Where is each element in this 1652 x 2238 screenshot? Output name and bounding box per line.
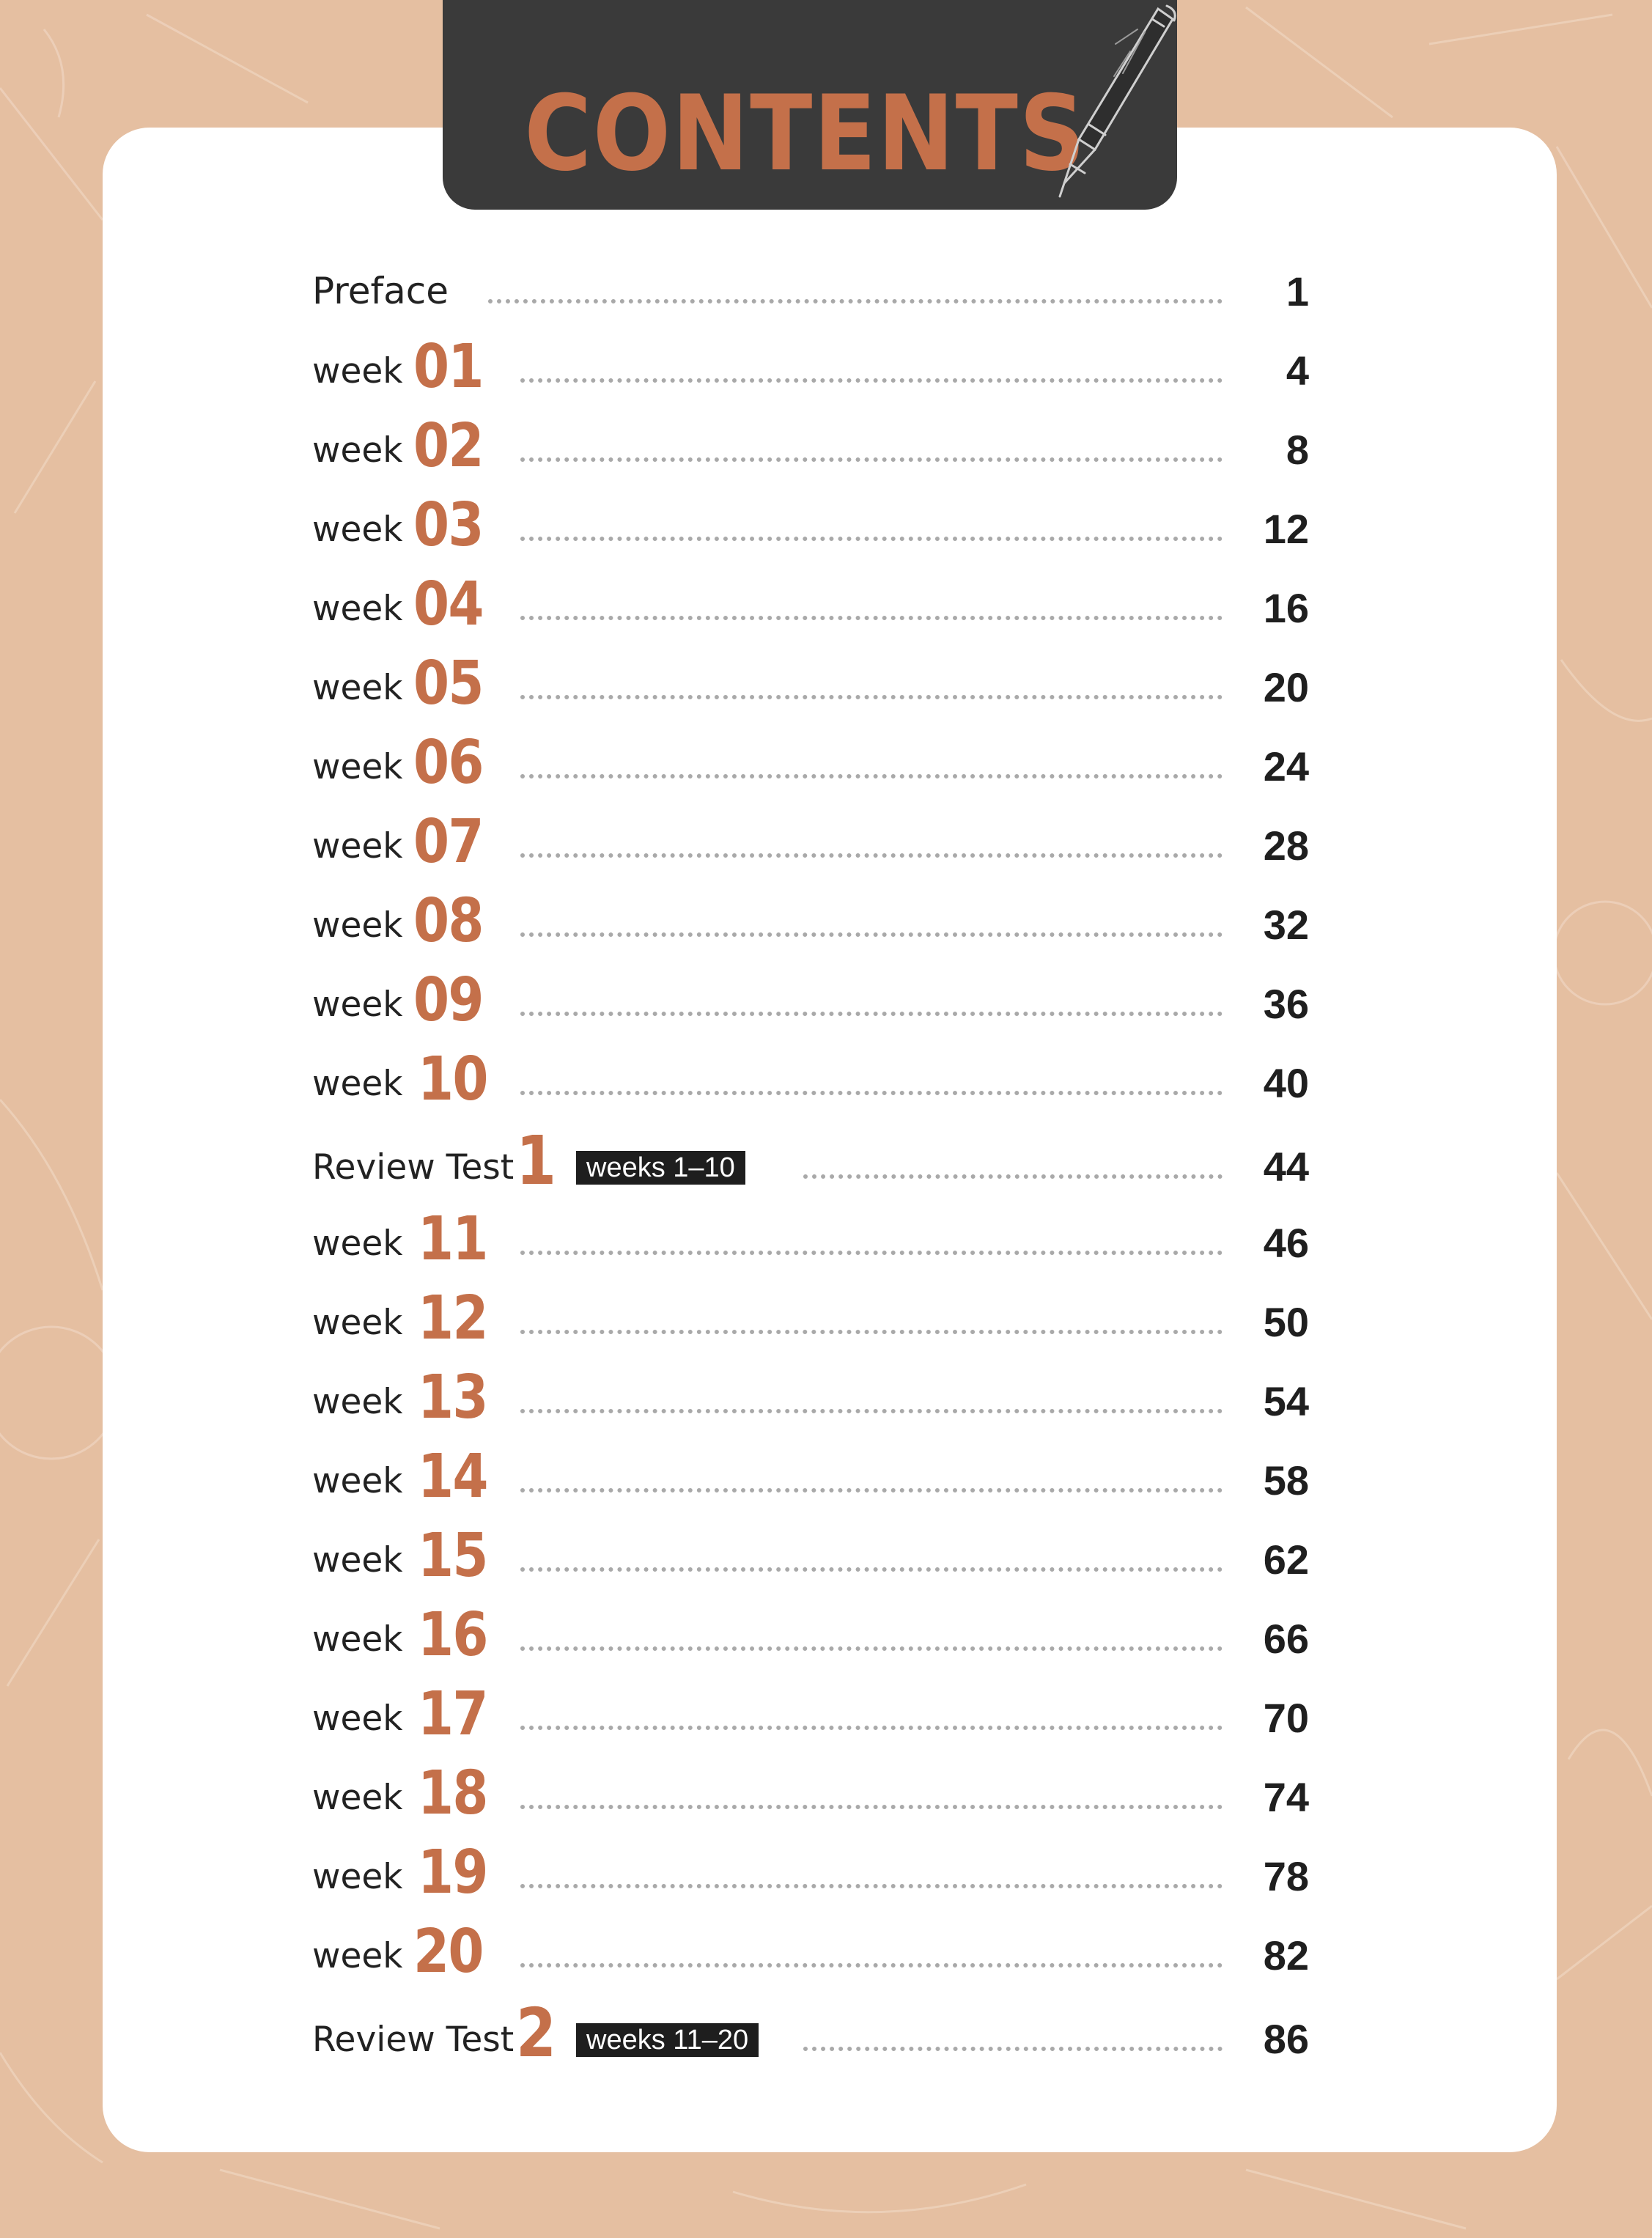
page-number: 46 bbox=[1263, 1220, 1309, 1266]
dot-leader bbox=[520, 853, 1223, 858]
week-entry[interactable] bbox=[312, 1756, 1309, 1830]
week-entry[interactable] bbox=[312, 726, 1309, 799]
entry-label: week bbox=[312, 1778, 403, 1818]
dot-leader bbox=[520, 695, 1223, 699]
week-number: 11 bbox=[418, 1204, 487, 1274]
week-number: 03 bbox=[413, 490, 483, 560]
page-number: 32 bbox=[1263, 902, 1309, 948]
week-number: 18 bbox=[418, 1759, 487, 1828]
dot-leader bbox=[520, 774, 1223, 778]
dot-leader bbox=[520, 1012, 1223, 1016]
entry-label: week bbox=[312, 747, 403, 787]
entry-label: week bbox=[312, 1540, 403, 1580]
entry-label: week bbox=[312, 430, 403, 471]
week-entry[interactable] bbox=[312, 963, 1309, 1037]
week-entry[interactable] bbox=[312, 1281, 1309, 1355]
week-number: 15 bbox=[418, 1521, 487, 1591]
week-entry[interactable] bbox=[312, 1598, 1309, 1671]
week-entry[interactable] bbox=[312, 1202, 1309, 1276]
week-entry[interactable] bbox=[312, 567, 1309, 641]
entry-label: week bbox=[312, 826, 403, 866]
entry-label: week bbox=[312, 1223, 403, 1264]
entry-label: week bbox=[312, 1619, 403, 1660]
page-number: 20 bbox=[1263, 664, 1309, 710]
page-number: 4 bbox=[1286, 347, 1309, 394]
page-number: 16 bbox=[1263, 585, 1309, 631]
week-number: 10 bbox=[418, 1045, 487, 1114]
dot-leader bbox=[520, 1330, 1223, 1334]
dot-leader bbox=[520, 932, 1223, 937]
page-number: 8 bbox=[1286, 427, 1309, 473]
dot-leader bbox=[520, 616, 1223, 620]
week-number: 05 bbox=[413, 649, 483, 718]
page-number: 62 bbox=[1263, 1536, 1309, 1583]
dot-leader bbox=[520, 378, 1223, 383]
week-entry[interactable] bbox=[312, 805, 1309, 878]
page-number: 12 bbox=[1263, 506, 1309, 552]
page-number: 58 bbox=[1263, 1457, 1309, 1503]
review-test-entry[interactable] bbox=[312, 1994, 1309, 2072]
review-number: 1 bbox=[516, 1122, 557, 1200]
page-number: 74 bbox=[1263, 1774, 1309, 1820]
entry-label: week bbox=[312, 351, 403, 391]
dot-leader bbox=[520, 1726, 1223, 1730]
week-entry[interactable] bbox=[312, 884, 1309, 957]
week-number: 17 bbox=[418, 1679, 487, 1749]
page-title: CONTENTS bbox=[524, 73, 1087, 194]
entry-label: week bbox=[312, 1857, 403, 1897]
entry-label: week bbox=[312, 984, 403, 1025]
page-number: 70 bbox=[1263, 1695, 1309, 1741]
week-entry[interactable] bbox=[312, 1440, 1309, 1513]
dot-leader bbox=[520, 1251, 1223, 1255]
entry-label: week bbox=[312, 1064, 403, 1104]
entry-label: week bbox=[312, 1303, 403, 1343]
review-test-entry[interactable] bbox=[312, 1122, 1309, 1200]
week-number: 13 bbox=[418, 1363, 487, 1432]
dot-leader bbox=[803, 2047, 1223, 2051]
page-number: 82 bbox=[1263, 1932, 1309, 1979]
entry-label: Review Test bbox=[312, 2020, 515, 2060]
page-number: 50 bbox=[1263, 1299, 1309, 1345]
dot-leader bbox=[520, 1091, 1223, 1095]
week-entry[interactable] bbox=[312, 1836, 1309, 1909]
entry-label: week bbox=[312, 1461, 403, 1501]
page-number: 44 bbox=[1263, 1144, 1309, 1190]
dot-leader bbox=[520, 1567, 1223, 1572]
dot-leader bbox=[520, 1963, 1223, 1968]
page-number: 36 bbox=[1263, 981, 1309, 1027]
preface-entry[interactable] bbox=[312, 251, 1309, 324]
dot-leader bbox=[803, 1174, 1223, 1179]
dot-leader bbox=[520, 457, 1223, 462]
page-number: 40 bbox=[1263, 1060, 1309, 1106]
week-number: 01 bbox=[413, 332, 483, 402]
week-number: 09 bbox=[413, 965, 483, 1035]
week-entry[interactable] bbox=[312, 1915, 1309, 1988]
week-number: 16 bbox=[418, 1600, 487, 1670]
weeks-range-badge: weeks 1–10 bbox=[576, 1151, 745, 1185]
dot-leader bbox=[520, 1805, 1223, 1809]
dot-leader bbox=[488, 299, 1223, 303]
week-entry[interactable] bbox=[312, 330, 1309, 403]
entry-label: week bbox=[312, 589, 403, 629]
page-number: 1 bbox=[1286, 268, 1309, 314]
page-number: 28 bbox=[1263, 822, 1309, 869]
dot-leader bbox=[520, 537, 1223, 541]
entry-label: week bbox=[312, 509, 403, 550]
weeks-range-badge: weeks 11–20 bbox=[576, 2023, 759, 2057]
entry-label: week bbox=[312, 905, 403, 946]
week-entry[interactable] bbox=[312, 409, 1309, 482]
entry-label: week bbox=[312, 1382, 403, 1422]
page-number: 86 bbox=[1263, 2016, 1309, 2062]
week-entry[interactable] bbox=[312, 1677, 1309, 1751]
week-number: 20 bbox=[413, 1917, 483, 1987]
page-number: 66 bbox=[1263, 1616, 1309, 1662]
page-number: 54 bbox=[1263, 1378, 1309, 1424]
dot-leader bbox=[520, 1884, 1223, 1888]
pen-icon bbox=[1028, 0, 1181, 205]
week-number: 07 bbox=[413, 807, 483, 877]
week-entry[interactable] bbox=[312, 1042, 1309, 1116]
entry-label: Preface bbox=[312, 270, 449, 312]
entry-label: week bbox=[312, 1936, 403, 1976]
week-number: 04 bbox=[413, 570, 483, 639]
page-number: 78 bbox=[1263, 1853, 1309, 1899]
week-number: 19 bbox=[418, 1838, 487, 1907]
week-entry[interactable] bbox=[312, 647, 1309, 720]
week-number: 14 bbox=[418, 1442, 487, 1512]
week-entry[interactable] bbox=[312, 1519, 1309, 1592]
week-number: 02 bbox=[413, 411, 483, 481]
page-number: 24 bbox=[1263, 743, 1309, 789]
review-number: 2 bbox=[516, 1994, 557, 2072]
entry-label: Review Test bbox=[312, 1147, 515, 1188]
dot-leader bbox=[520, 1488, 1223, 1492]
entry-label: week bbox=[312, 1698, 403, 1739]
week-number: 12 bbox=[418, 1284, 487, 1353]
entry-label: week bbox=[312, 668, 403, 708]
week-number: 08 bbox=[413, 886, 483, 956]
week-entry[interactable] bbox=[312, 1361, 1309, 1434]
week-entry[interactable] bbox=[312, 488, 1309, 562]
week-number: 06 bbox=[413, 728, 483, 798]
dot-leader bbox=[520, 1409, 1223, 1413]
dot-leader bbox=[520, 1646, 1223, 1651]
